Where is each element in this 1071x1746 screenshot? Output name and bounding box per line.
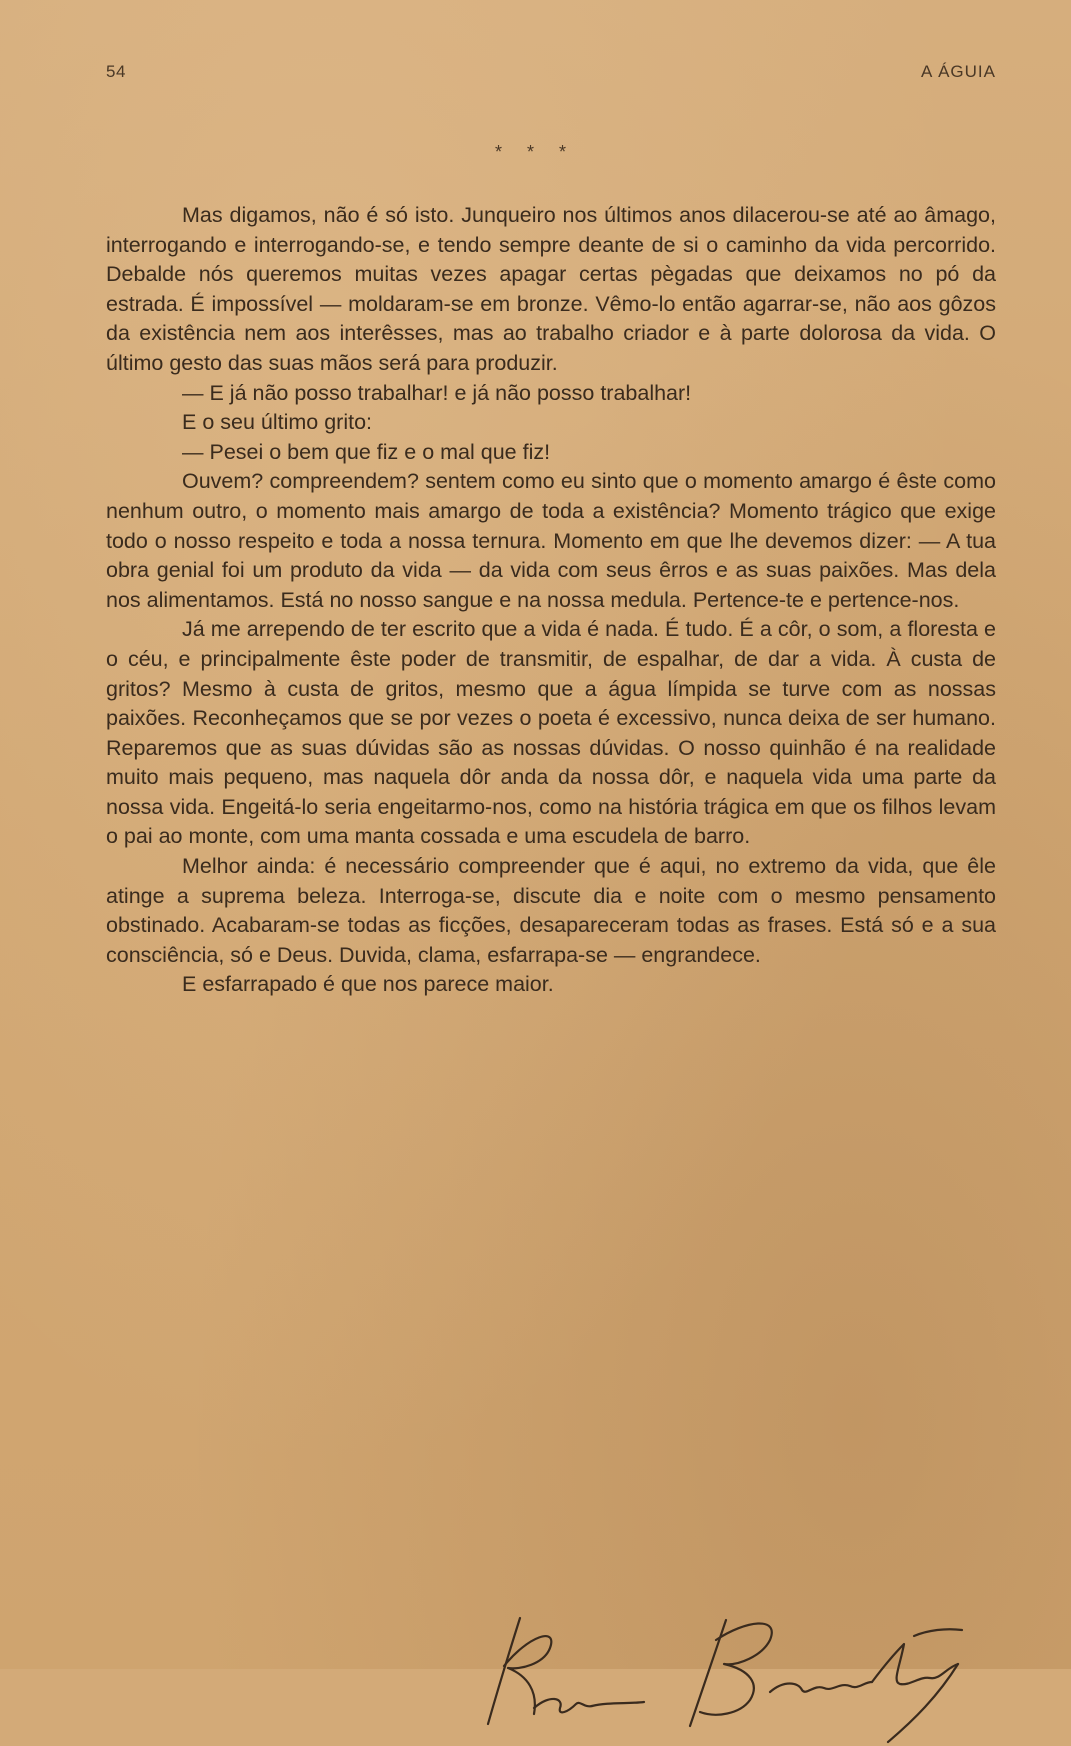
paragraph: Já me arrependo de ter escrito que a vida é nada. É tudo. É a côr, o som, a floresta e o céu, e principalmente êste poder de transmitir, de espalhar, de dar a vida. À custa de gritos? Mesmo à custa de gritos, mesmo que a água límpida se turve com as nossas paixões. Reconheçamos que se por vezes o poeta é excessivo, nunca deixa de ser humano. Reparemos que as suas dúvidas são as nossas dúvidas. O nosso quinhão é na realidade muito mais pequeno, mas naquela dôr anda da nossa dôr, e naquela vida uma parte da nossa vida. Engeitá-lo seria engeitarmo-nos, como na história trágica em que os filhos levam o pai ao monte, com uma manta cossada e uma escudela de barro. — [106, 617, 996, 849]
page-header — [106, 62, 996, 86]
paragraph: Mas digamos, não é só isto. Junqueiro nos últimos anos dilacerou-se até ao âmago, interrogando e interrogando-se, e tendo sempre deante de si o caminho da vida percorrido. Debalde nós queremos muitas vezes apagar certas pègadas que deixamos no pó da estrada. É impossível — moldaram-se em bronze. Vêmo-lo então agarrar-se, não aos gôzos da existência nem aos interêsses, mas ao trabalho criador e à parte dolorosa da vida. O último gesto das suas mãos será para produzir. — [106, 203, 996, 375]
paragraph: Melhor ainda: é necessário compreender que é aqui, no extremo da vida, que êle atinge a suprema beleza. Interroga-se, discute dia e noite com o mesmo pensamento obstinado. Acabaram-se todas as ficções, desapareceram todas as frases. Está só e a sua consciência, só e Deus. Duvida, clama, esfarrapa-se — engrandece. — [106, 854, 996, 967]
paragraph: Ouvem? compreendem? sentem como eu sinto que o momento amargo é êste como nenhum outro, o momento mais amargo de toda a existência? Momento trágico que exige todo o nosso respeito e toda a nossa ternura. Momento em que lhe devemos dizer: — A tua obra genial foi um produto da vida — da vida com seus êrros e as suas paixões. Mas dela nos alimentamos. Está no nosso sangue e na nossa medula. Pertence-te e pertence-nos. — [106, 469, 996, 612]
paragraph: — E já não posso trabalhar! e já não posso trabalhar! — [182, 380, 692, 405]
paragraph: E esfarrapado é que nos parece maior. — [182, 972, 554, 997]
paragraph: E o seu último grito: — [182, 410, 373, 435]
article-body — [106, 201, 996, 1000]
handwritten-signature — [468, 1596, 988, 1746]
page-number: 54 — [106, 62, 126, 81]
running-title: A ÁGUIA — [920, 62, 996, 81]
paragraph: — Pesei o bem que fiz e o mal que fiz! — [182, 439, 551, 464]
section-ornament: * * * — [494, 142, 577, 162]
